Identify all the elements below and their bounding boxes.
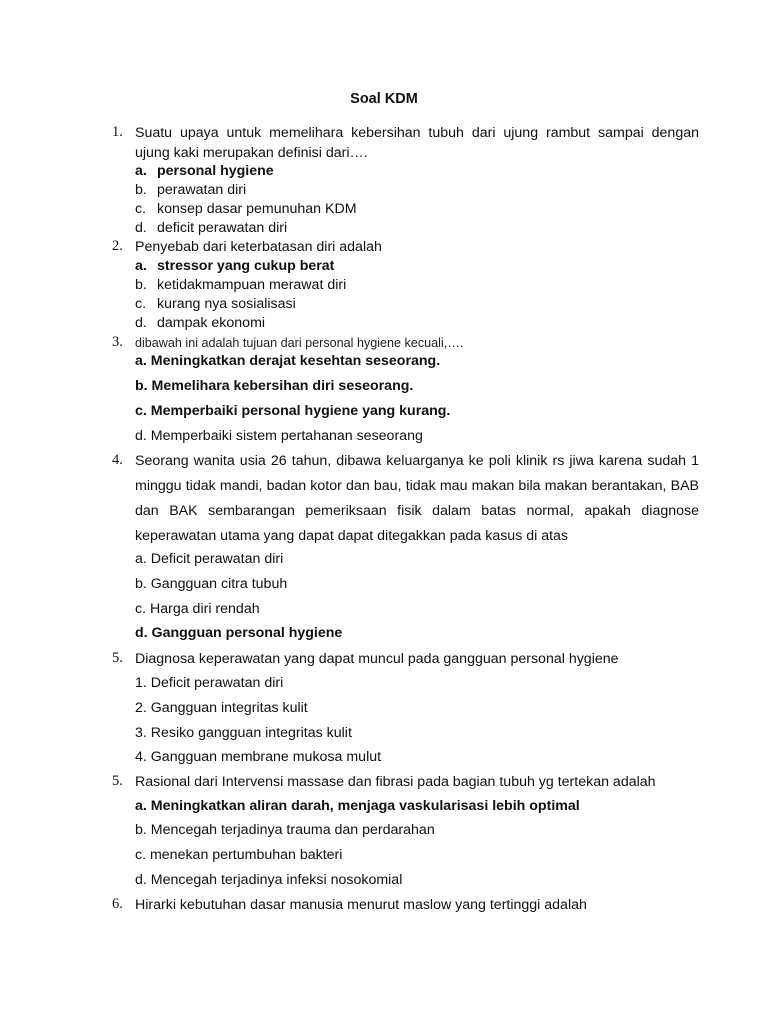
question-text: keperawatan utama yang dapat dapat ditegakkan pada kasus di atas [135, 528, 569, 544]
option-text: perawatan diri [157, 182, 247, 198]
option-item: b. Memelihara kebersihan diri seseorang. [135, 378, 414, 394]
question-number: 5. [112, 773, 123, 789]
option-text: dampak ekonomi [157, 315, 266, 331]
question-text: Penyebab dari keterbatasan diri adalah [135, 239, 382, 255]
option-mark: b. [135, 277, 147, 293]
option-item: c. Harga diri rendah [135, 601, 260, 617]
option-mark: a. [135, 258, 147, 274]
option-mark: b. [135, 182, 147, 198]
question-number: 4. [112, 452, 123, 468]
question-text: dibawah ini adalah tujuan dari personal hygiene kecuali,…. [135, 336, 464, 350]
question-number: 2. [112, 238, 123, 254]
question-text: Rasional dari Intervensi massase dan fibrasi pada bagian tubuh yg tertekan adalah [135, 774, 656, 790]
option-mark: a. [135, 163, 147, 179]
option-item [135, 163, 274, 179]
option-item: a. Meningkatkan derajat kesehtan seseorang. [135, 353, 441, 369]
option-item: 2. Gangguan integritas kulit [135, 700, 308, 716]
option-mark: d. [135, 315, 147, 331]
option-item: c. menekan pertumbuhan bakteri [135, 847, 343, 863]
option-mark: d. [135, 220, 147, 236]
question-text: Diagnosa keperawatan yang dapat muncul pada gangguan personal hygiene [135, 651, 619, 667]
option-mark: c. [135, 296, 147, 312]
option-item [135, 296, 296, 312]
option-item: a. Meningkatkan aliran darah, menjaga vaskularisasi lebih optimal [135, 798, 580, 814]
question-text: dan BAK sembarangan pemeriksaan fisik dalam batas normal, apakah diagnose [135, 503, 699, 519]
option-item: b. Mencegah terjadinya trauma dan perdarahan [135, 822, 435, 838]
option-item: 3. Resiko gangguan integritas kulit [135, 725, 352, 741]
option-item: d. Memperbaiki sistem pertahanan seseorang [135, 428, 423, 444]
option-text: ketidakmampuan merawat diri [157, 277, 347, 293]
option-text: personal hygiene [157, 163, 274, 179]
option-text: stressor yang cukup berat [157, 258, 335, 274]
question-text [135, 145, 368, 161]
question-text: Hirarki kebutuhan dasar manusia menurut maslow yang tertinggi adalah [135, 897, 587, 913]
page-title: Soal KDM [350, 91, 418, 107]
option-item: d. Gangguan personal hygiene [135, 625, 343, 641]
question-number: 5. [112, 650, 123, 666]
option-item [135, 201, 357, 217]
option-item: b. Gangguan citra tubuh [135, 576, 288, 592]
question-text: Suatu upaya untuk memelihara kebersihan tubuh dari ujung rambut sampai dengan [135, 125, 699, 141]
option-item [135, 315, 265, 331]
option-item: d. Mencegah terjadinya infeksi nosokomial [135, 872, 403, 888]
option-text: konsep dasar pemunuhan KDM [157, 201, 357, 217]
question-number: 1. [112, 124, 123, 140]
option-item [135, 258, 334, 274]
question-text: minggu tidak mandi, badan kotor dan bau, tidak mau makan bila makan berantakan, BAB [135, 478, 699, 494]
question-text-part: ujung kaki merupakan definisi dari…. [135, 145, 368, 161]
option-item [135, 277, 346, 293]
option-item [135, 182, 246, 198]
option-mark: c. [135, 201, 147, 217]
option-item: a. Deficit perawatan diri [135, 551, 284, 567]
option-item: 1. Deficit perawatan diri [135, 675, 284, 691]
option-text: kurang nya sosialisasi [157, 296, 296, 312]
question-text: Seorang wanita usia 26 tahun, dibawa keluarganya ke poli klinik rs jiwa karena sudah 1 [135, 453, 699, 469]
option-item [135, 220, 287, 236]
option-item: 4. Gangguan membrane mukosa mulut [135, 749, 382, 765]
option-item: c. Memperbaiki personal hygiene yang kurang. [135, 403, 451, 419]
question-number: 3. [112, 334, 123, 350]
question-number: 6. [112, 896, 123, 912]
option-text: deficit perawatan diri [157, 220, 288, 236]
